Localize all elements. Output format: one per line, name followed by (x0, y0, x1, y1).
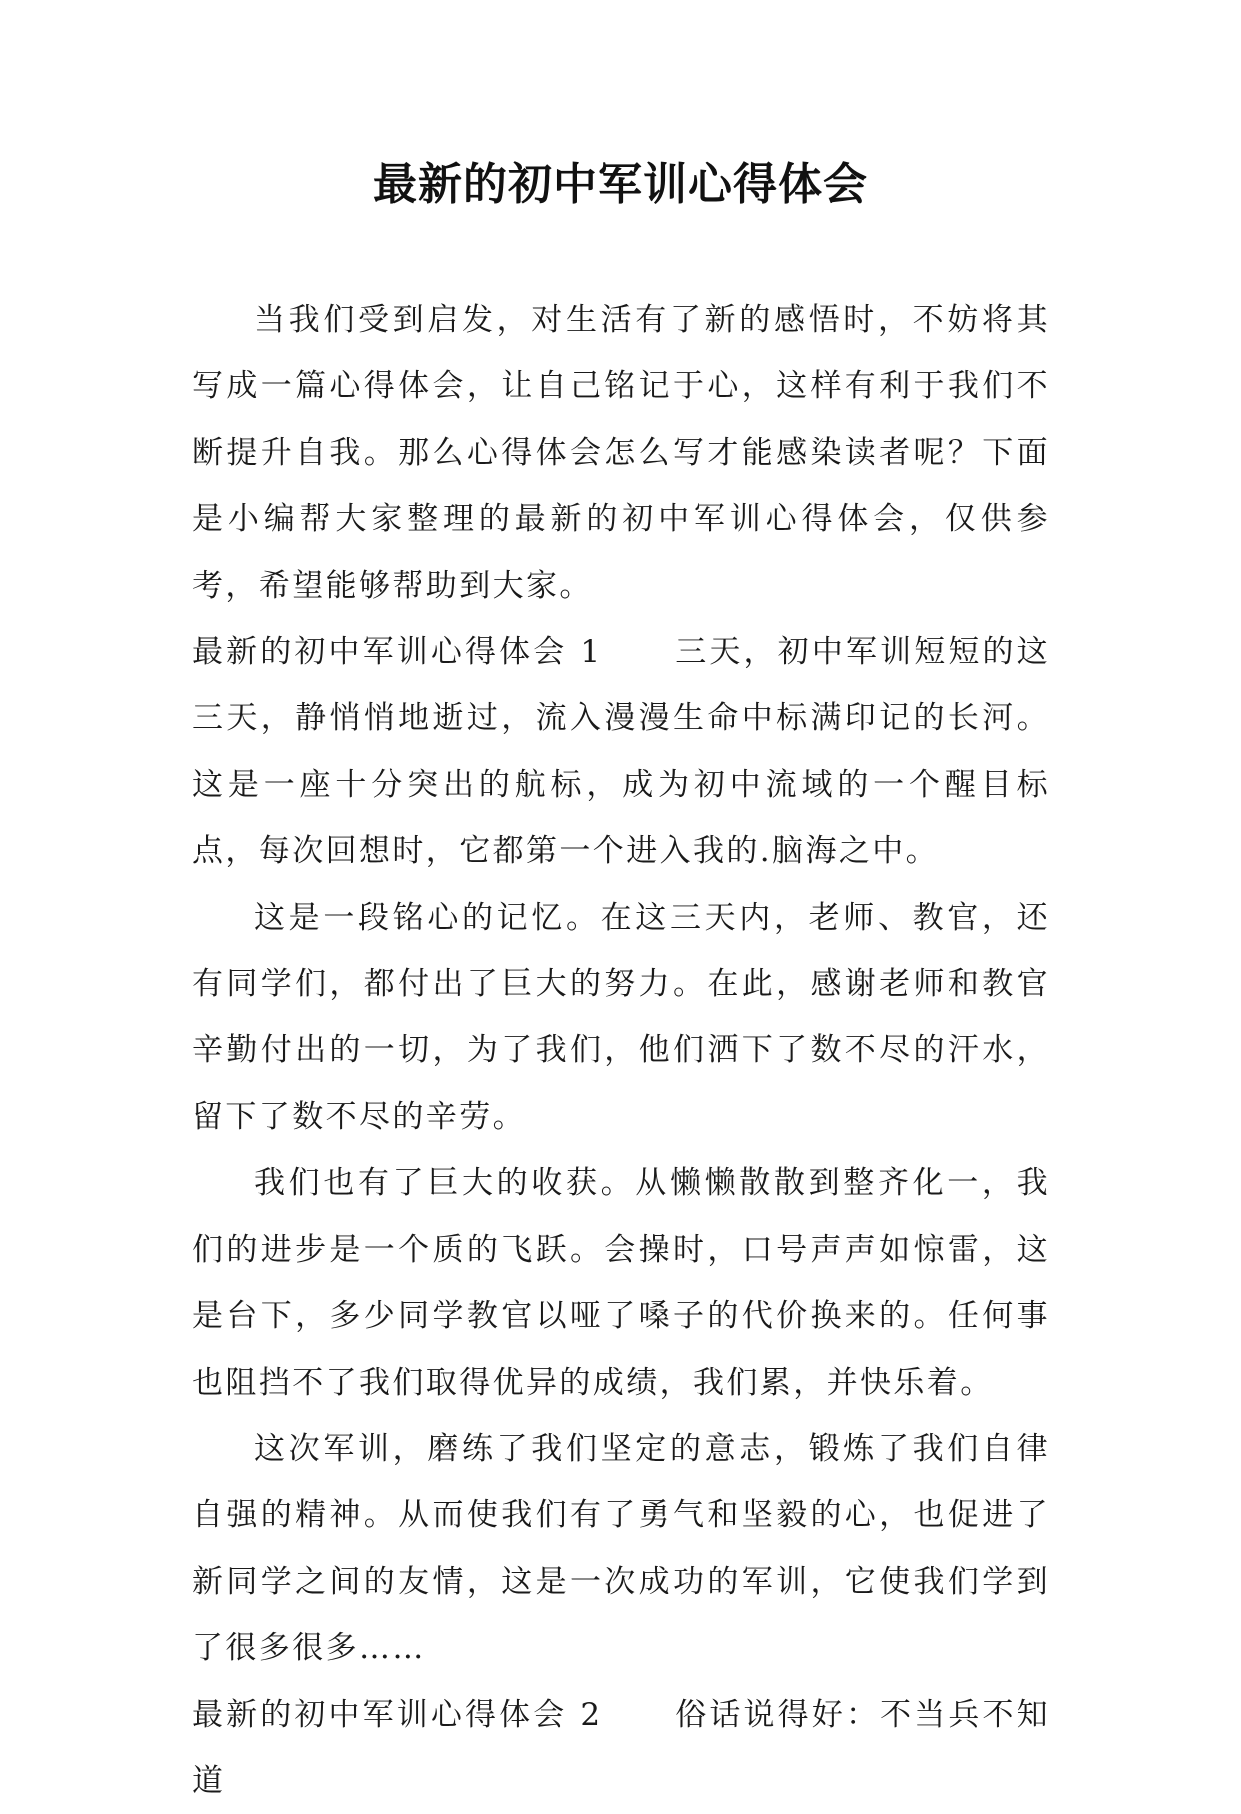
section-1-lead: 三天，初中军训短短的这三天，静悄悄地逝过，流入漫漫生命中标满印记的长河。这是一座十分突出的航标，成为初中流域的一个醒目标点，每次回想时，它都第一个进入我的.脑海之中。 (192, 634, 1051, 870)
section-2-heading: 最新的初中军训心得体会 2 (192, 1696, 603, 1733)
section-1-paragraph-1: 这是一段铭心的记忆。在这三天内，老师、教官，还有同学们，都付出了巨大的努力。在此，感谢老师和教官辛勤付出的一切，为了我们，他们洒下了数不尽的汗水，留下了数不尽的辛劳。 (192, 899, 1050, 1135)
section-1-paragraph-3: 这次军训，磨练了我们坚定的意志，锻炼了我们自律自强的精神。从而使我们有了勇气和坚毅的心，也促进了新同学之间的友情，这是一次成功的军训，它使我们学到了很多很多…… (192, 1430, 1050, 1667)
section-2 (192, 1682, 1050, 1814)
section-1-paragraph-2: 我们也有了巨大的收获。从懒懒散散到整齐化一，我们的进步是一个质的飞跃。会操时，口号声声如惊雷，这是台下，多少同学教官以哑了嗓子的代价换来的。任何事也阻挡不了我们取得优异的成绩，我们累，并快乐着。 (192, 1165, 1050, 1401)
section-1 (192, 619, 1050, 885)
section-1-heading: 最新的初中军训心得体会 1 (192, 634, 603, 671)
intro-paragraph: 当我们受到启发，对生活有了新的感悟时，不妨将其写成一篇心得体会，让自己铭记于心，这样有利于我们不断提升自我。那么心得体会怎么写才能感染读者呢？下面是小编帮大家整理的最新的初中军训心得体会，仅供参考，希望能够帮助到大家。 (192, 302, 1050, 604)
document-body (192, 287, 1050, 1814)
document-title: 最新的初中军训心得体会 (373, 159, 868, 210)
section-2-lead: 俗话说得好：不当兵不知道 (192, 1696, 1051, 1799)
